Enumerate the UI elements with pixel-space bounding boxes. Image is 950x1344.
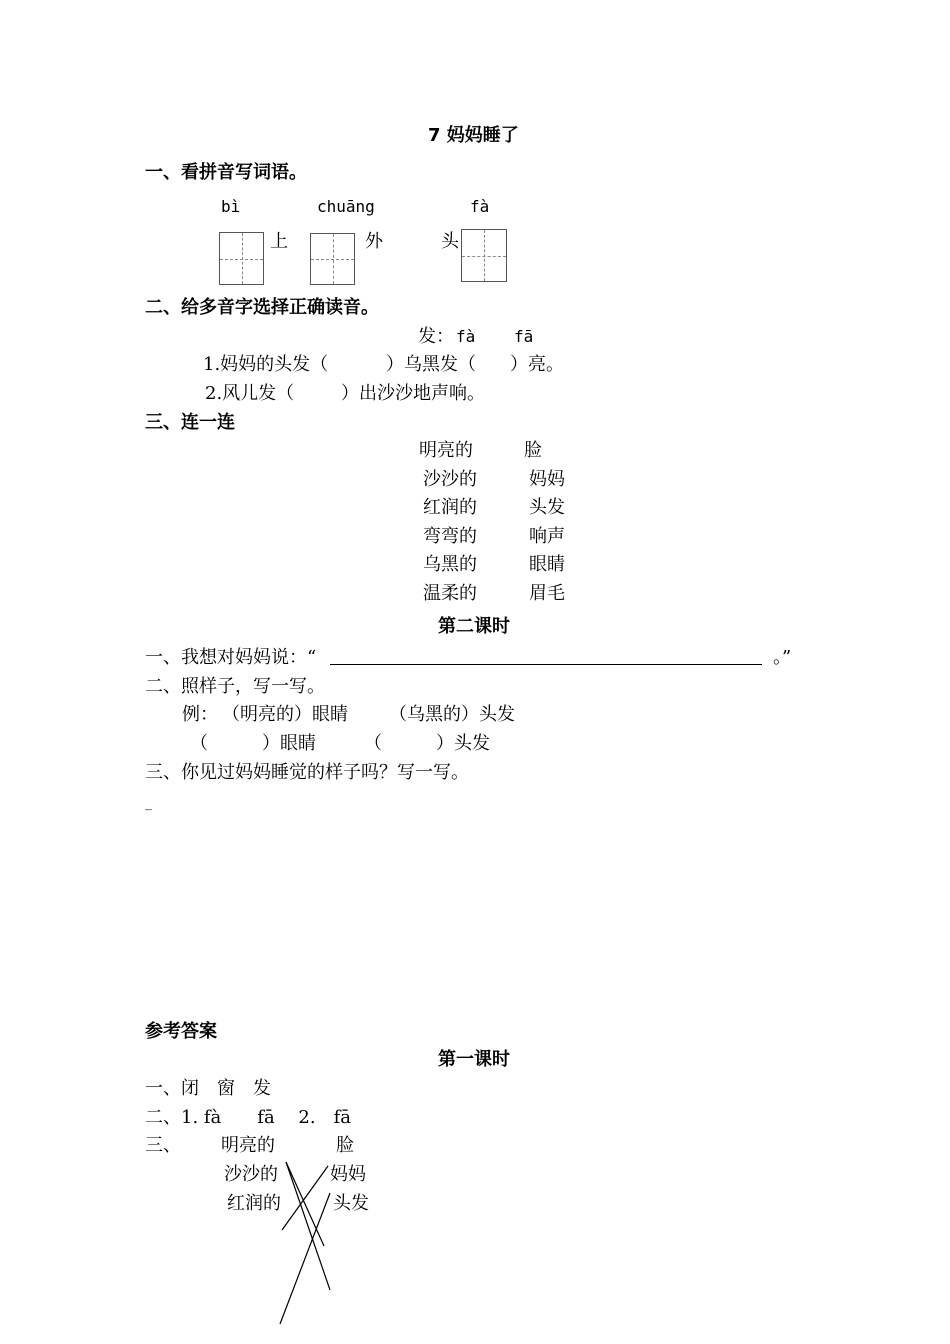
lesson2-heading: 第二课时 — [438, 616, 510, 637]
match-line-1 — [286, 1162, 330, 1290]
answer-left-1: 明亮的 — [221, 1135, 275, 1156]
part2-heading: 二、给多音字选择正确读音。 — [145, 297, 379, 318]
answer-left-2: 沙沙的 — [224, 1164, 278, 1185]
match-line-3 — [282, 1166, 328, 1230]
match-line-2 — [286, 1162, 324, 1246]
q2-part-a: 2.风儿发（ — [205, 383, 295, 404]
answers-lesson1-heading: 第一课时 — [438, 1049, 510, 1070]
q2-part-b: ）出沙沙地声响。 — [341, 383, 485, 404]
match-left-4: 弯弯的 — [423, 526, 477, 547]
match-left-2: 沙沙的 — [423, 469, 477, 490]
answer-left-3: 红润的 — [227, 1193, 281, 1214]
part1-heading: 一、看拼音写词语。 — [145, 162, 307, 183]
example-2: （乌黑的）头发 — [389, 704, 515, 725]
answer-3-label: 三、 — [145, 1135, 181, 1156]
stray-dash: _ — [145, 795, 152, 811]
answer-right-2: 妈妈 — [330, 1164, 366, 1185]
lesson2-q1-part-a: 一、我想对妈妈说：“ — [145, 647, 317, 668]
answer-2: 二、1. fà fā 2. fā — [145, 1107, 351, 1128]
lesson2-q2: 二、照样子，写一写。 — [145, 676, 325, 697]
char-wai: 外 — [365, 231, 383, 252]
match-left-3: 红润的 — [423, 497, 477, 518]
polyphone-option-fa1: fā — [514, 327, 534, 346]
char-tou: 头 — [441, 231, 459, 252]
answer-1: 一、闭 窗 发 — [145, 1078, 271, 1099]
blank-2: （ ）头发 — [364, 733, 490, 754]
match-right-5: 眼睛 — [529, 554, 565, 575]
match-line-4 — [280, 1193, 330, 1324]
match-right-1: 脸 — [524, 440, 542, 461]
part3-heading: 三、连一连 — [145, 412, 235, 433]
match-left-6: 温柔的 — [423, 583, 477, 604]
pinyin-chuang: chuāng — [317, 197, 375, 216]
char-shang: 上 — [270, 231, 288, 252]
match-right-6: 眉毛 — [529, 583, 565, 604]
lesson2-q1-part-b: 。” — [773, 647, 792, 668]
match-right-4: 响声 — [529, 526, 565, 547]
blank-1: （ ）眼睛 — [190, 733, 316, 754]
q1-part-c: ）亮。 — [510, 354, 564, 375]
answers-heading: 参考答案 — [145, 1021, 217, 1042]
match-right-3: 头发 — [529, 497, 565, 518]
pinyin-fa: fà — [470, 197, 490, 216]
polyphone-label: 发： — [418, 326, 454, 347]
match-right-2: 妈妈 — [529, 469, 565, 490]
q1-part-b: ）乌黑发（ — [386, 354, 476, 375]
answer-right-3: 头发 — [333, 1193, 369, 1214]
example-label: 例： — [182, 704, 218, 725]
page-title: 7 妈妈睡了 — [428, 125, 519, 146]
lesson2-q3: 三、你见过妈妈睡觉的样子吗？写一写。 — [145, 762, 469, 783]
pinyin-bi: bì — [221, 197, 241, 216]
match-left-1: 明亮的 — [419, 440, 473, 461]
match-left-5: 乌黑的 — [423, 554, 477, 575]
answer-right-1: 脸 — [336, 1135, 354, 1156]
polyphone-option-fa4: fà — [456, 327, 476, 346]
q1-part-a: 1.妈妈的头发（ — [203, 354, 329, 375]
example-1: （明亮的）眼睛 — [222, 704, 348, 725]
